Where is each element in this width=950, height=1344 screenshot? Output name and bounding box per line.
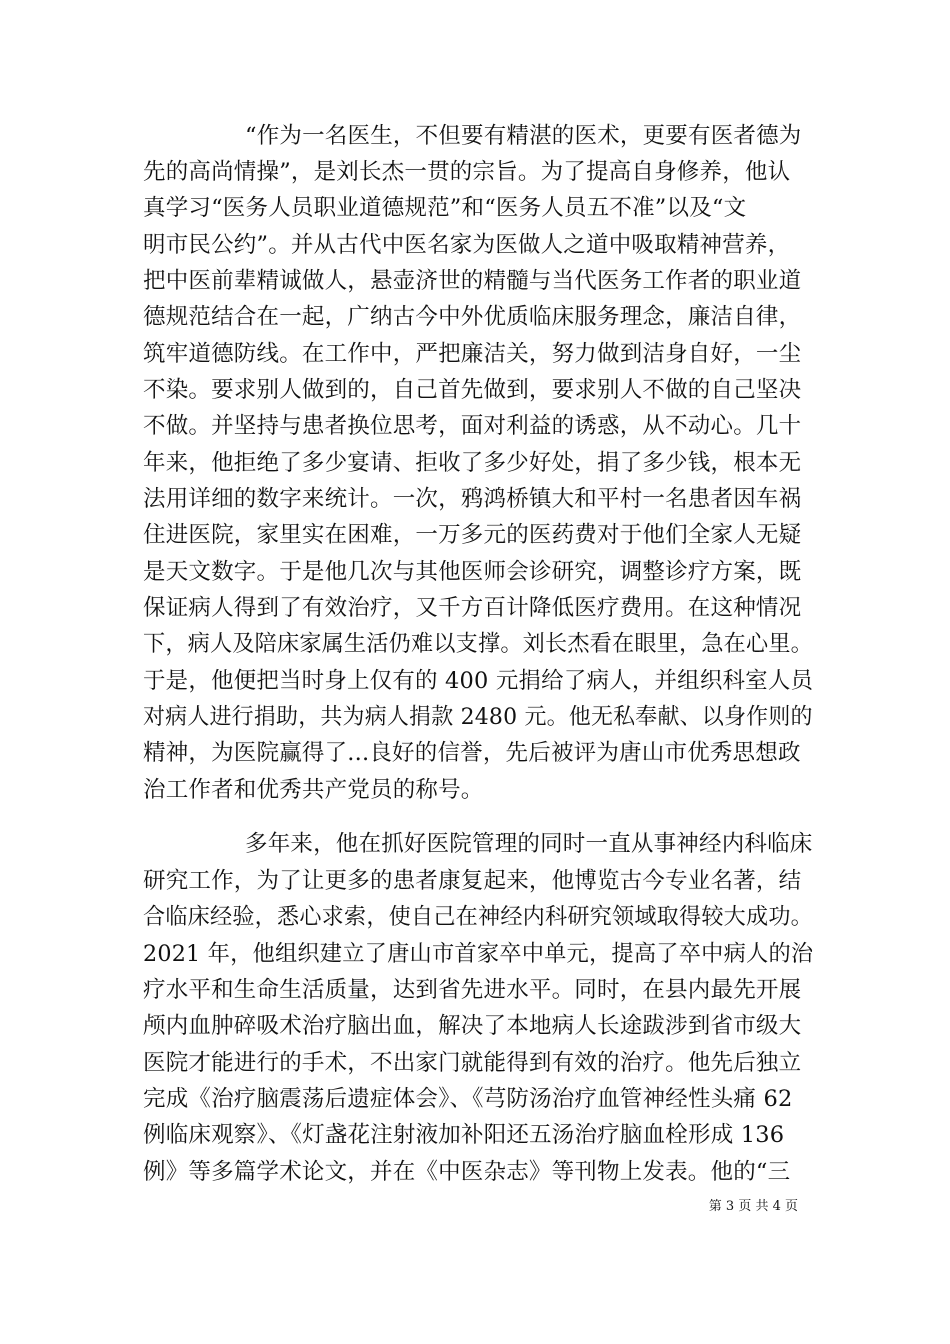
- paragraph-1-line-2: 先的高尚情操”，是刘长杰一贯的宗旨。为了提高自身修养，他认: [143, 159, 791, 185]
- paragraph-2-line-7: 医院才能进行的手术，不出家门就能得到有效的治疗。他先后独立: [143, 1050, 802, 1076]
- paragraph-2-line-10: 例》等多篇学术论文，并在《中医杂志》等刊物上发表。他的“三: [143, 1159, 791, 1185]
- paragraph-1-line-9: 不做。并坚持与患者换位思考，面对利益的诱惑，从不动心。几十: [143, 413, 802, 439]
- paragraph-1-line-13: 是天文数字。于是他几次与其他医师会诊研究，调整诊疗方案，既: [143, 559, 802, 585]
- paragraph-1-line-5: 把中医前辈精诚做人，悬壶济世的精髓与当代医务工作者的职业道: [143, 268, 802, 294]
- paragraph-2-line-5: 疗水平和生命生活质量，达到省先进水平。同时，在县内最先开展: [143, 977, 802, 1003]
- page-number-footer: 第 3 页 共 4 页: [708, 1199, 798, 1214]
- paragraph-2-line-3: 合临床经验，悉心求索，使自己在神经内科研究领域取得较大成功。: [143, 904, 814, 930]
- paragraph-2-line-4: 2021 年，他组织建立了唐山市首家卒中单元，提高了卒中病人的治: [143, 941, 814, 967]
- paragraph-2-line-2: 研究工作，为了让更多的患者康复起来，他博览古今专业名著，结: [143, 868, 802, 894]
- paragraph-1-line-15: 下，病人及陪床家属生活仍难以支撑。刘长杰看在眼里，急在心里。: [143, 631, 814, 657]
- paragraph-1-line-3: 真学习“医务人员职业道德规范”和“医务人员五不准”以及“文: [143, 195, 747, 221]
- paragraph-1-line-10: 年来，他拒绝了多少宴请、拒收了多少好处，捐了多少钱，根本无: [143, 450, 802, 476]
- paragraph-1-line-18: 精神，为医院赢得了...良好的信誉，先后被评为唐山市优秀思想政: [143, 740, 801, 766]
- paragraph-1-line-1: “作为一名医生，不但要有精湛的医术，更要有医者德为: [245, 123, 802, 149]
- paragraph-1-line-6: 德规范结合在一起，广纳古今中外优质临床服务理念，廉洁自律，: [143, 304, 802, 330]
- paragraph-2-line-6: 颅内血肿碎吸术治疗脑出血，解决了本地病人长途跋涉到省市级大: [143, 1013, 802, 1039]
- paragraph-1-line-4: 明市民公约”。并从古代中医名家为医做人之道中吸取精神营养，: [143, 232, 791, 258]
- paragraph-2-line-8: 完成《治疗脑震荡后遗症体会》、《芎防汤治疗血管神经性头痛 62: [143, 1086, 793, 1112]
- paragraph-1-line-16: 于是，他便把当时身上仅有的 400 元捐给了病人，并组织科室人员: [143, 668, 814, 694]
- paragraph-2-line-9: 例临床观察》、《灯盏花注射液加补阳还五汤治疗脑血栓形成 136: [143, 1122, 785, 1148]
- paragraph-1-line-11: 法用详细的数字来统计。一次，鸦鸿桥镇大和平村一名患者因车祸: [143, 486, 802, 512]
- paragraph-2-line-1: 多年来，他在抓好医院管理的同时一直从事神经内科临床: [245, 831, 813, 857]
- paragraph-1-line-19: 治工作者和优秀共产党员的称号。: [143, 777, 484, 803]
- paragraph-1-line-8: 不染。要求别人做到的，自己首先做到，要求别人不做的自己坚决: [143, 377, 802, 403]
- paragraph-1-line-12: 住进医院，家里实在困难，一万多元的医药费对于他们全家人无疑: [143, 522, 802, 548]
- paragraph-1-line-14: 保证病人得到了有效治疗，又千方百计降低医疗费用。在这种情况: [143, 595, 802, 621]
- paragraph-1-line-17: 对病人进行捐助，共为病人捐款 2480 元。他无私奉献、以身作则的: [143, 704, 813, 730]
- paragraph-1-line-7: 筑牢道德防线。在工作中，严把廉洁关，努力做到洁身自好，一尘: [143, 341, 802, 367]
